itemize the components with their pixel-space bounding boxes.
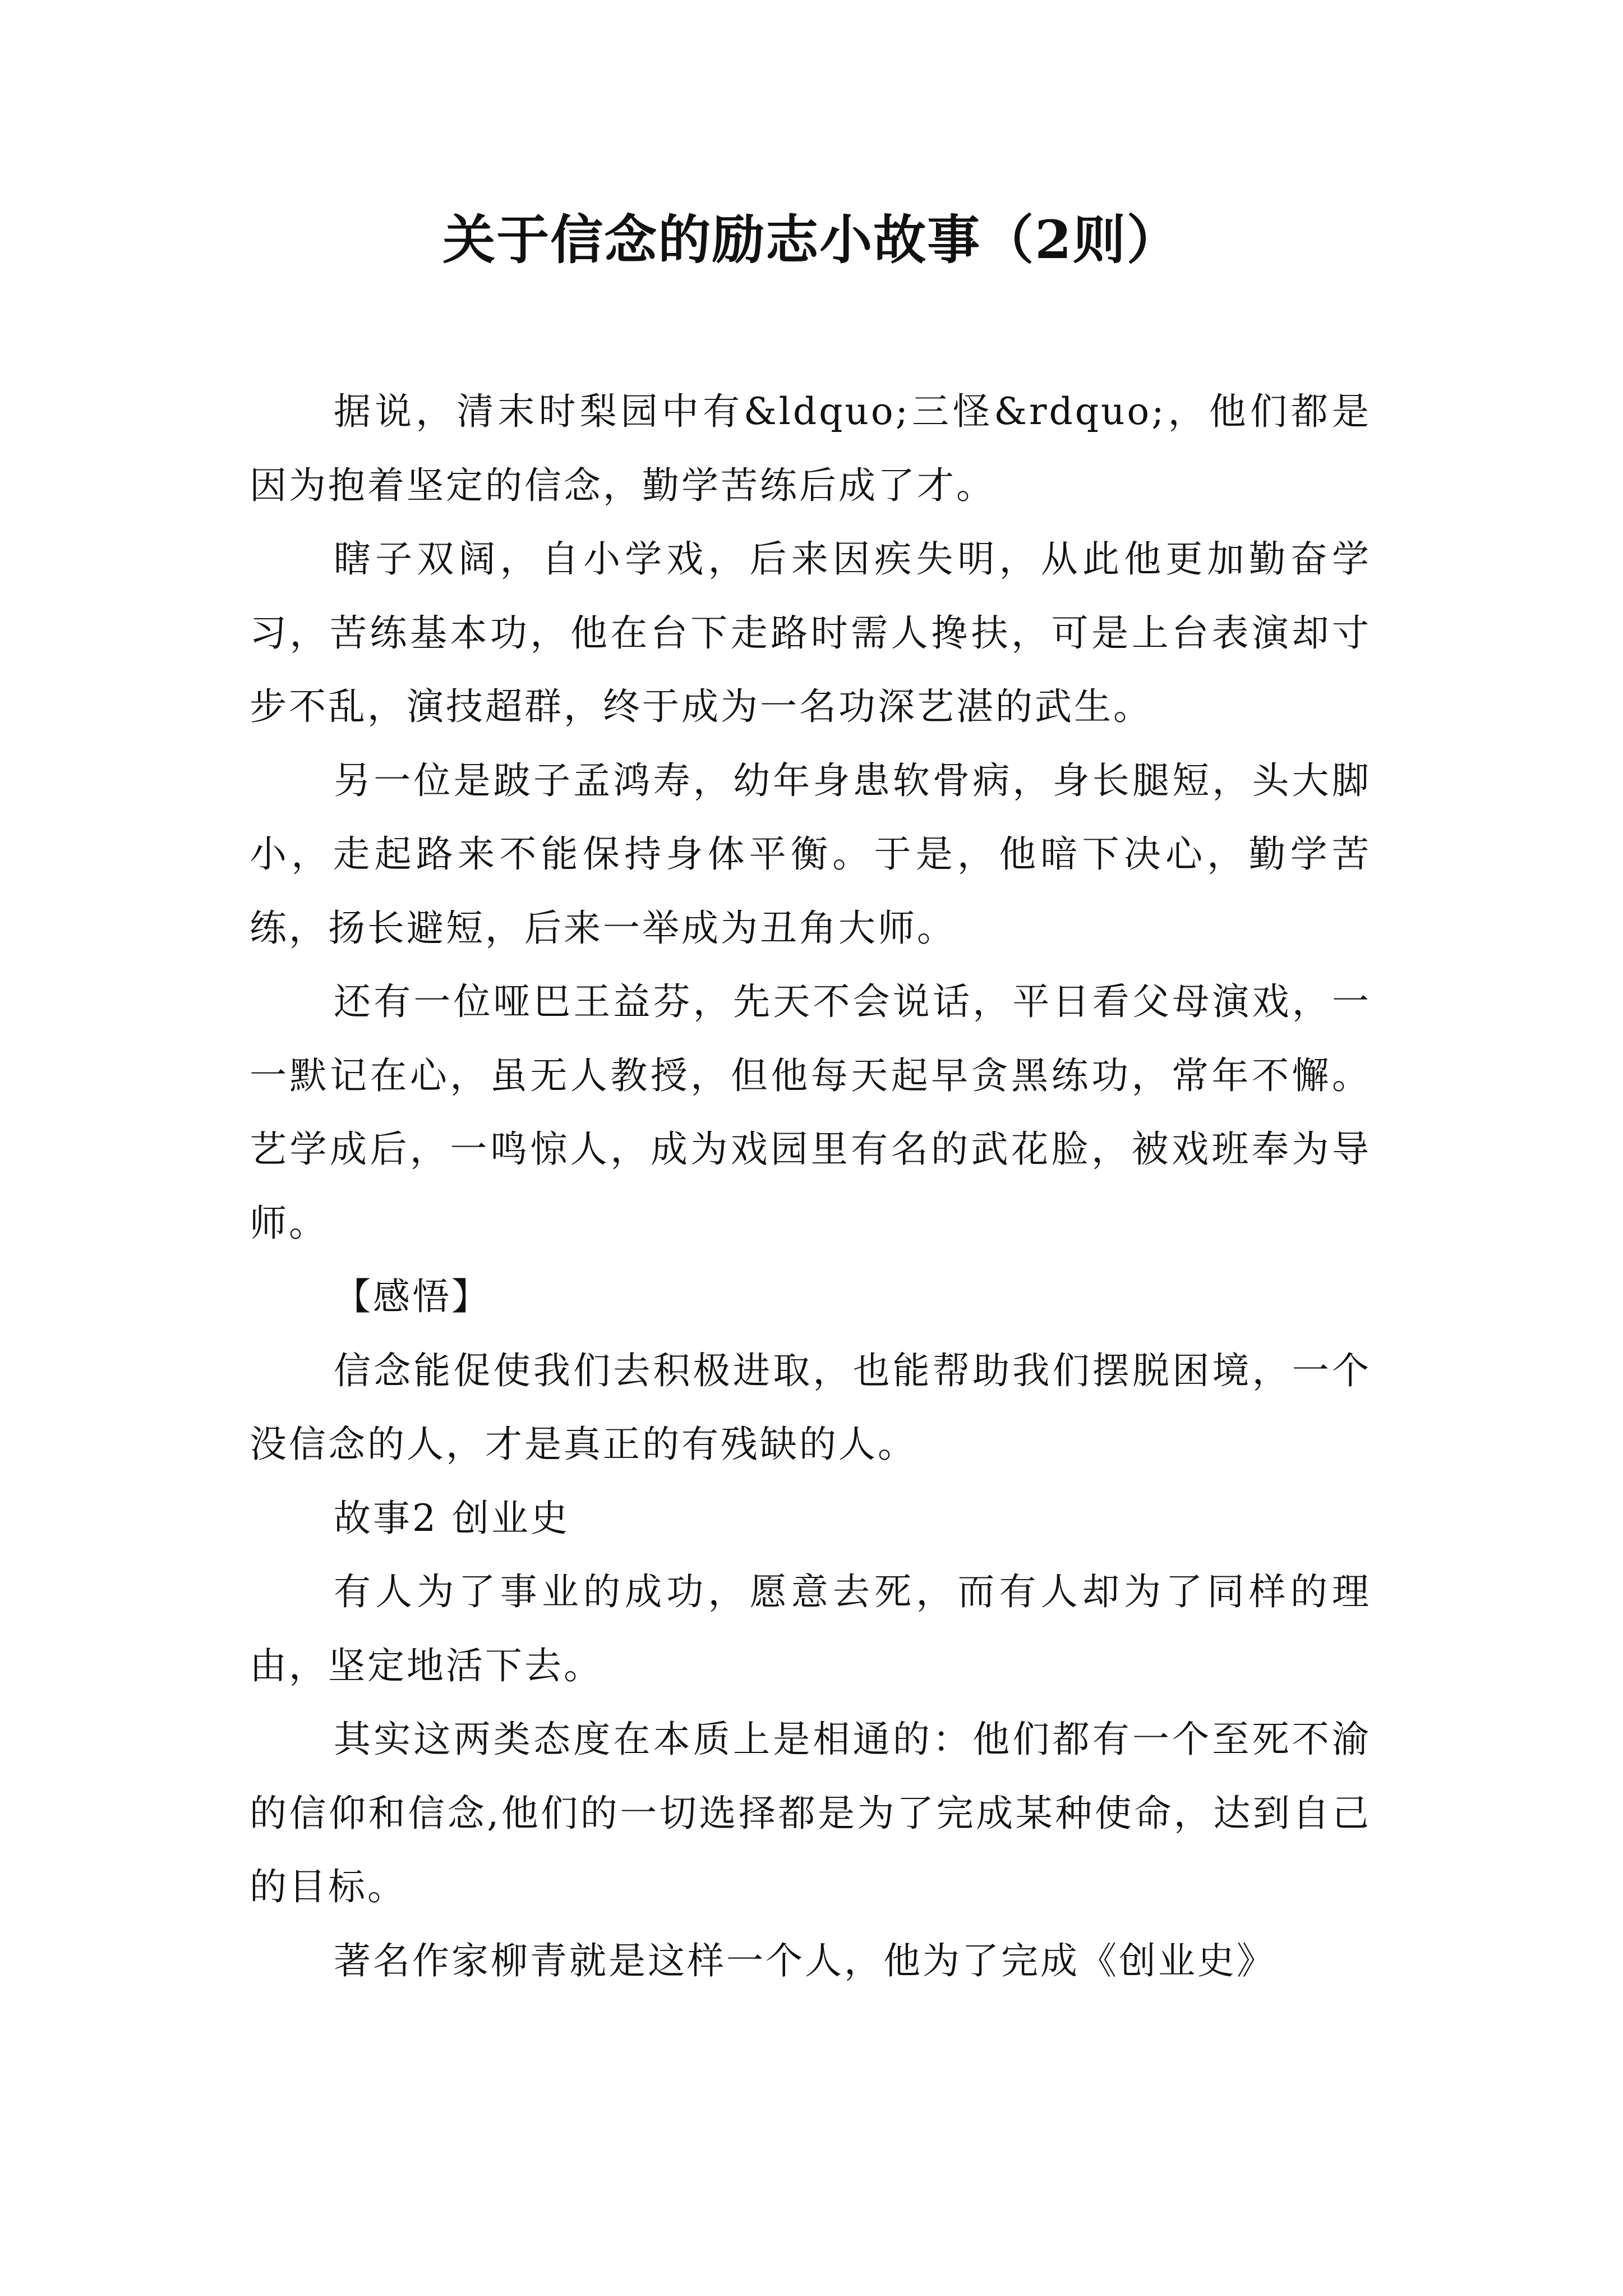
paragraph: 有人为了事业的成功，愿意去死，而有人却为了同样的理由，坚定地活下去。 — [250, 1570, 1371, 1687]
paragraph: 著名作家柳青就是这样一个人，他为了完成《创业史》 — [334, 1939, 1276, 1982]
paragraph: 其实这两类态度在本质上是相通的：他们都有一个至死不渝的信仰和信念,他们的一切选择都是为了完成某种使命，达到自己的目标。 — [250, 1718, 1371, 1908]
paragraph: 据说，清末时梨园中有&ldquo;三怪&rdquo;，他们都是因为抱着坚定的信念，勤学苦练后成了才。 — [250, 390, 1371, 507]
paragraph: 还有一位哑巴王益芬，先天不会说话，平日看父母演戏，一一默记在心，虽无人教授，但他每天起早贪黑练功，常年不懈。艺学成后，一鸣惊人，成为戏园里有名的武花脸，被戏班奉为导师。 — [250, 980, 1371, 1245]
paragraph: 另一位是跛子孟鸿寿，幼年身患软骨病，身长腿短，头大脚小，走起路来不能保持身体平衡。于是，他暗下决心，勤学苦练，扬长避短，后来一举成为丑角大师。 — [250, 758, 1371, 950]
section-heading-insight: 【感悟】 — [334, 1275, 491, 1318]
document-title: 关于信念的励志小故事（2则） — [442, 209, 1181, 271]
paragraph: 信念能促使我们去积极进取，也能帮助我们摆脱困境，一个没信念的人，才是真正的有残缺的人。 — [250, 1349, 1371, 1466]
document-body — [250, 375, 1371, 1998]
section-heading-story-2: 故事2 创业史 — [334, 1496, 570, 1540]
paragraph: 瞎子双阔，自小学戏，后来因疾失明，从此他更加勤奋学习，苦练基本功，他在台下走路时需人搀扶，可是上台表演却寸步不乱，演技超群，终于成为一名功深艺湛的武生。 — [250, 537, 1371, 728]
